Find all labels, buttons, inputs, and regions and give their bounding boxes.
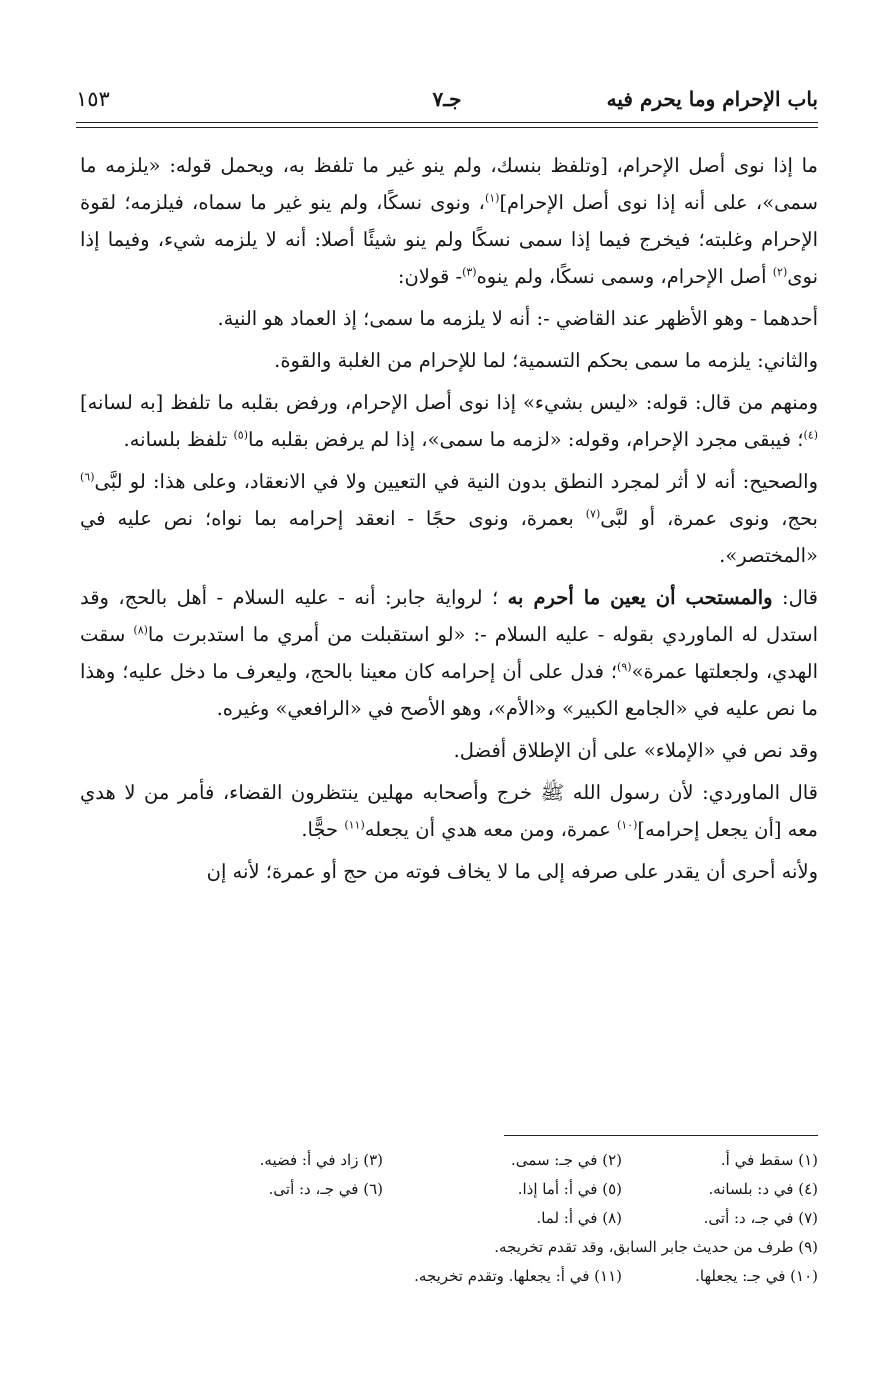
paragraph-9: ولأنه أحرى أن يقدر على صرفه إلى ما لا يخاف فوته من حج أو عمرة؛ لأنه إن [206, 860, 818, 883]
footnote-rule [504, 1135, 818, 1136]
footnote-ref: (١) [484, 191, 500, 205]
text-segment: قال الماوردي: لأن رسول الله ﷺ خرج وأصحابه مهلين ينتظرون القضاء، فأمر من لا هدي معه [أن يجعل إحرامه] [80, 781, 818, 841]
page-header [76, 82, 818, 116]
matn-text: والمستحب أن يعين ما أحرم به [507, 586, 773, 609]
text-segment: عمرة، ومن معه هدي أن يجعله [364, 818, 617, 841]
header-rule-thin [76, 127, 818, 128]
paragraph-5 [80, 463, 818, 574]
header-rule-thick [76, 122, 818, 123]
paragraph-6 [80, 579, 818, 727]
paragraph-7: وقد نص في «الإملاء» على أن الإطلاق أفضل. [453, 739, 818, 762]
footnote-ref: (٧) [585, 507, 601, 521]
paragraph-1 [80, 147, 818, 295]
paragraph-4 [80, 384, 818, 458]
chapter-title: باب الإحرام وما يحرم فيه [606, 87, 818, 111]
footnote-3: (٣) زاد في أ: فضيه. [259, 1151, 383, 1169]
footnote-1: (١) سقط في أ. [720, 1151, 818, 1169]
paragraph-2: أحدهما - وهو الأظهر عند القاضي -: أنه لا يلزمه ما سمى؛ إذ العماد هو النية. [217, 307, 818, 330]
text-segment: ما إذا نوى أصل الإحرام، [وتلفظ بنسك، ولم ينو غير ما تلفظ به، ويحمل قوله: «يلزمه ما سمى»، على أنه إذا نوى أصل الإحرام] [80, 154, 818, 214]
text-segment: بحج، ونوى عمرة، أو لبَّى [600, 507, 818, 530]
footnote-11: (١١) في أ: يجعلها. وتقدم تخريجه. [414, 1267, 622, 1285]
footnote-8: (٨) في أ: لما. [536, 1209, 622, 1227]
footnote-ref: (٢) [772, 265, 788, 279]
volume-label: جـ٧ [432, 87, 462, 111]
text-segment: ؛ فدل على أن إحرامه كان معينا بالحج، وليعرف ما دخل عليه؛ وهذا ما نص عليه في «الجامع الكبير» و«الأم»، وهو الأصح في «الرافعي» وغيره. [80, 660, 818, 720]
footnote-5: (٥) في أ: أما إذا. [517, 1180, 622, 1198]
text-segment: والصحيح: أنه لا أثر لمجرد النطق بدون النية في التعيين ولا في الانعقاد، وعلى هذا: لو لبَّى [94, 470, 818, 493]
text-segment: تلفظ بلسانه. [123, 428, 234, 451]
footnote-ref: (٣) [462, 265, 477, 279]
text-segment: ؛ لرواية جابر: أنه - عليه السلام - أهل بالحج، وقد استدل له الماوردي بقوله - عليه السلام -: «لو استقبلت من أمري ما استدبرت ما [80, 586, 819, 646]
footnote-row [58, 1175, 818, 1204]
page-number: ١٥٣ [76, 87, 110, 111]
paragraph-3: والثاني: يلزمه ما سمى بحكم التسمية؛ لما للإحرام من الغلبة والقوة. [274, 349, 818, 372]
footnote-ref: (٤) [803, 428, 818, 442]
footnote-row [58, 1204, 818, 1233]
footnote-ref: (٥) [233, 428, 248, 442]
text-segment: ومنهم من قال: قوله: «ليس بشيء» إذا نوى أصل الإحرام، ورفض بقلبه ما تلفظ [به لسانه] [80, 391, 818, 414]
text-segment: - قولان: [397, 265, 463, 288]
text-segment: حجًّا. [301, 818, 345, 841]
footnote-10: (١٠) في جـ: يجعلها. [695, 1267, 818, 1285]
footnote-9: (٩) طرف من حديث جابر السابق، وقد تقدم تخريجه. [494, 1238, 818, 1256]
footnote-ref: (١١) [344, 818, 365, 832]
text-segment: بعمرة، ونوى حجًا - انعقد إحرامه بما نواه؛ نص عليه في «المختصر». [80, 507, 818, 567]
footnote-ref: (١٠) [616, 818, 638, 832]
paragraph-8 [80, 774, 818, 848]
footnote-7: (٧) في جـ، د: أتى. [703, 1209, 818, 1227]
footnote-2: (٢) في جـ: سمى. [511, 1151, 622, 1169]
text-segment: قال: [772, 586, 818, 609]
text-segment: أصل الإحرام، وسمى نسكًا، ولم ينوه [476, 265, 773, 288]
footnote-4: (٤) في د: بلسانه. [708, 1180, 818, 1198]
main-text [80, 147, 818, 890]
footnote-row [58, 1233, 818, 1262]
text-segment: ، ونوى نسكًا، ولم ينو غير ما سماه، فيلزمه؛ لقوة الإحرام وغلبته؛ فيخرج فيما إذا سمى نسكًا ولم ينو شيئًا أصلا: أنه لا يلزمه شيء، وفيما إذا نوى [80, 191, 818, 288]
footnotes [58, 1146, 818, 1291]
footnote-row [58, 1146, 818, 1175]
footnote-ref: (٦) [80, 470, 95, 484]
footnote-6: (٦) في جـ، د: أتى. [268, 1180, 383, 1198]
text-segment: ؛ فيبقى مجرد الإحرام، وقوله: «لزمه ما سمى»، إذا لم يرفض بقلبه ما [247, 428, 804, 451]
footnote-ref: (٨) [133, 623, 148, 637]
footnote-ref: (٩) [617, 660, 632, 674]
footnote-row [58, 1262, 818, 1291]
text-segment: سقت الهدي، ولجعلتها عمرة» [80, 623, 818, 683]
